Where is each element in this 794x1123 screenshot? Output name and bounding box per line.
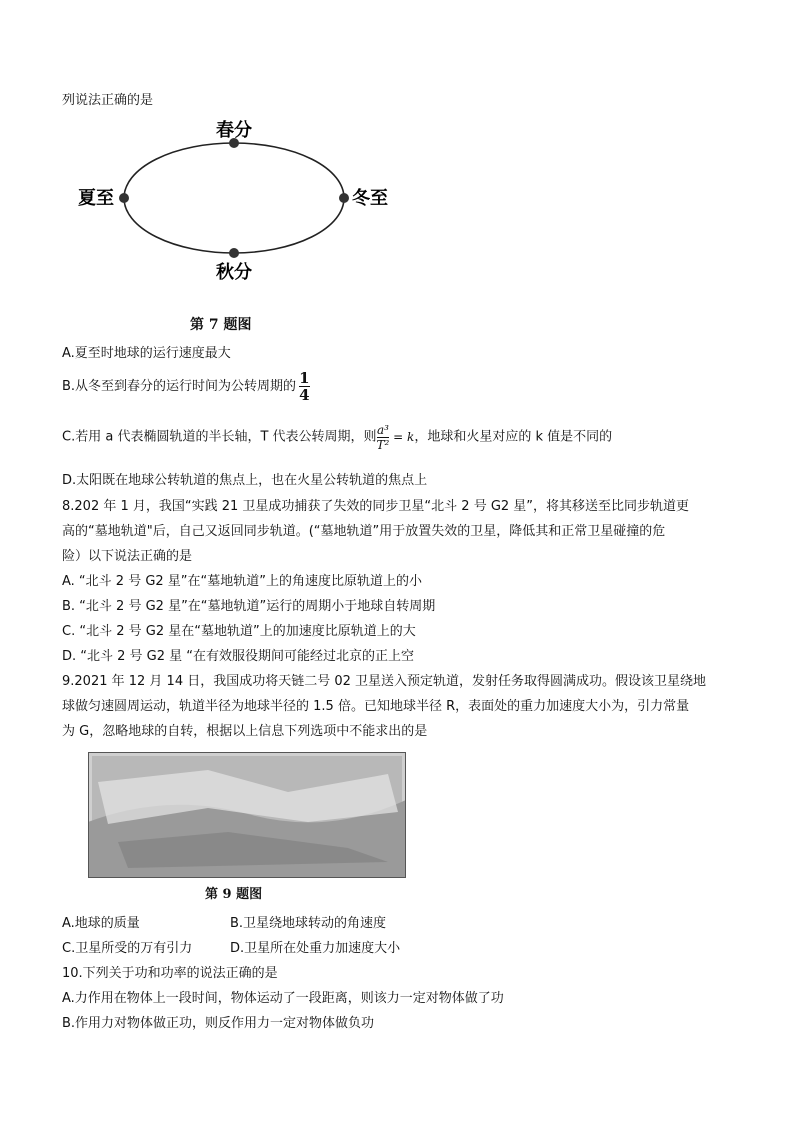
q9-stem-line2: 球做匀速圆周运动，轨道半径为地球半径的 1.5 倍。已知地球半径 R，表面处的重力加速度大小为，引力常量	[62, 699, 690, 714]
orbit-diagram	[62, 112, 392, 312]
q8-stem-line1: 8.202 年 1 月，我国“实践 21 卫星成功捕获了失效的同步卫星“北斗 2 号 G2 星”，将其移送至比同步轨道更	[62, 499, 690, 514]
q7-option-c-pre: C.若用 a 代表椭圆轨道的半长轴，T 代表公转周期，则	[62, 429, 377, 445]
orbit-ellipse	[124, 143, 344, 253]
q7-option-d: D.太阳既在地球公转轨道的焦点上，也在火星公转轨道的焦点上	[62, 473, 428, 488]
q7-option-a: A.夏至时地球的运行速度最大	[62, 346, 231, 361]
label-spring: 春分	[216, 120, 252, 141]
q8-option-a: A. “北斗 2 号 G2 星”在“墓地轨道”上的角速度比原轨道上的小	[62, 574, 423, 589]
q8-option-c: C. “北斗 2 号 G2 星在“墓地轨道”上的加速度比原轨道上的大	[62, 624, 416, 639]
figure-9-caption: 第 9 题图	[205, 887, 263, 902]
q7-option-b-text: B.从冬至到春分的运行时间为公转周期的	[62, 379, 297, 394]
q7-option-c-post: ，地球和火星对应的 k 值是不同的	[414, 429, 613, 445]
q9-option-a: A.地球的质量	[62, 916, 140, 931]
q10-option-b: B.作用力对物体做正功，则反作用力一定对物体做负功	[62, 1016, 375, 1031]
q8-option-d: D. “北斗 2 号 G2 星 “在有效服役期间可能经过北京的正上空	[62, 649, 415, 664]
label-autumn: 秋分	[216, 262, 252, 283]
q8-option-b: B. “北斗 2 号 G2 星”在“墓地轨道”运行的周期小于地球自转周期	[62, 599, 436, 614]
earth-dot-summer	[119, 193, 129, 203]
q7-stem-tail: 列说法正确的是	[62, 93, 154, 108]
q9-option-b: B.卫星绕地球转动的角速度	[230, 916, 387, 931]
fraction-one-quarter: $\frac{1}{4}$	[299, 369, 310, 404]
q10-stem: 10.下列关于功和功率的说法正确的是	[62, 966, 278, 981]
q9-stem-line1: 9.2021 年 12 月 14 日，我国成功将天链二号 02 卫星送入预定轨道，发射任务取得圆满成功。假设该卫星绕地	[62, 674, 707, 689]
q7-option-b	[62, 370, 313, 403]
earth-dot-winter	[339, 193, 349, 203]
earth-dot-autumn	[229, 248, 239, 258]
q9-option-c: C.卫星所受的万有引力	[62, 941, 193, 956]
q8-stem-line3: 险）以下说法正确的是	[62, 549, 193, 564]
q7-option-c	[62, 420, 612, 455]
q9-option-d: D.卫星所在处重力加速度大小	[230, 941, 401, 956]
q8-stem-line2: 高的“墓地轨道"后，自己又返回同步轨道。(“墓地轨道”用于放置失效的卫星，降低其和正常卫星碰撞的危	[62, 524, 666, 539]
q9-stem-line3: 为 G，忽略地球的自转，根据以上信息下列选项中不能求出的是	[62, 724, 428, 739]
figure-7-caption: 第 7 题图	[190, 317, 252, 333]
label-summer: 夏至	[78, 188, 114, 209]
label-winter: 冬至	[352, 188, 388, 209]
satellite-photo	[88, 752, 406, 878]
kepler-formula: $\frac{\text{a³}}{\text{T²}}$ = k	[376, 423, 415, 452]
q10-option-a: A.力作用在物体上一段时间，物体运动了一段距离，则该力一定对物体做了功	[62, 991, 504, 1006]
